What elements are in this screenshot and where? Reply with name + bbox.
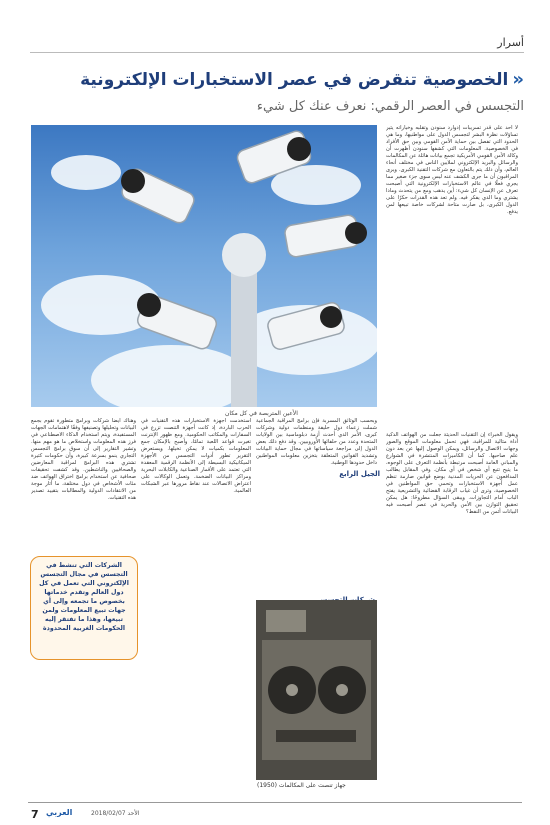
camera-cluster-graphic (31, 125, 377, 407)
body-column-right-top (386, 125, 518, 430)
body-column-middle (141, 418, 251, 796)
body-column-inner (256, 418, 377, 593)
cctv-cameras-photo (31, 125, 377, 407)
magazine-logo: العربي (46, 808, 73, 817)
section-label: أسرار (497, 36, 524, 49)
column-text: استخدمت أجهزة الاستخبارات هذه التقنيات في الحرب الباردة، إذ كانت أجهزة التنصت تزرع في السفارات والمكاتب الحكومية. ومع ظهور الإنترنت تغيرت قواعد اللعبة تمامًا، وأصبح بالإمكان جمع المعلومات بكميات لا يمكن تخيلها. ويستعرض التقرير تطور أدوات التجسس من الأجهزة الميكانيكية البسيطة إلى الأنظمة الرقمية المعقدة التي تعتمد على الأقمار الصناعية والكابلات البحرية ومراكز البيانات الضخمة. وتعمل الوكالات على اعتراض الاتصالات عند نقاط مرورها عبر الشبكات العالمية. (141, 418, 251, 494)
column-text: لا أحد على قدر تسريبات إدوارد سنودن وتقلبه وخياراته يثير تساؤلات نظرة البشر لتجسس الدول على مواطنيها، وما هي الحدود التي تفصل بين حماية الأمن القومي وبين حق الأفراد في الخصوصية. المعلومات التي كشفها سنودن أظهرت أن وكالة الأمن القومي الأمريكية تجمع بيانات هائلة عن المكالمات والرسائل والبريد الإلكتروني لملايين الناس في مختلف أنحاء العالم، وأن ذلك يتم بالتعاون مع شركات التقنية الكبرى. ويرى المراقبون أن ما جرى الكشف عنه ليس سوى جزء صغير مما يجري فعلًا في عالم الاستخبارات الإلكترونية التي أصبحت تعرف عن الإنسان كل شيء: أين يذهب ومع من يتحدث وماذا يشتري وما الذي يفكر فيه. ولم تعد هذه القدرات حكرًا على الدول الكبرى، بل صارت متاحة لشركات خاصة تبيعها لمن يدفع. (386, 125, 518, 215)
title-row (80, 70, 524, 90)
reel-recorder-graphic (256, 600, 377, 780)
subhead-fourth-generation: الجيل الرابع (339, 470, 380, 478)
pull-quote: الشركات التي تنشط في التجسس في مجال التجسس الإلكتروني التي تعمل في كل دول العالم وتقدم خدماتها بخصوص ما تجمعه وإلى أي جهات تبيع المعلومات ولمن تبيعها، وهذا ما تفتقر إليه الحكومات الغربية المحدودة (30, 556, 138, 660)
article-title: الخصوصية تنقرض في عصر الاستخبارات الإلكترونية (80, 70, 509, 90)
issue-date: الأحد 2018/02/07 (91, 810, 140, 817)
double-chevron-icon: « (512, 69, 524, 90)
photo-caption: جهاز تنصت على المكالمات (1950) (257, 782, 346, 789)
wiretap-device-photo (256, 600, 377, 780)
column-text: وهناك أيضا شركات وبرامج متطورة تقوم بجمع البيانات وتحليلها وتصنيفها وفقًا لاهتمامات الجهات المستفيدة، ويتم استخدام الذكاء الاصطناعي في فرز هذه المعلومات واستخلاص ما هو مهم منها. وتشير التقارير إلى أن سوق برامج التجسس التجاري ينمو بسرعة كبيرة، وأن حكومات كثيرة تشتري هذه البرامج لمراقبة المعارضين والصحافيين والناشطين. وقد كشفت تحقيقات صحافية عن استخدام برامج اختراق الهواتف ضد مئات الأشخاص في دول مختلفة، ما أثار موجة من الانتقادات الدولية والمطالبات بتقييد تصدير هذه التقنيات. (31, 418, 136, 501)
footer-divider (28, 802, 522, 803)
column-text: ويقول الخبراء إن التقنيات الحديثة جعلت من الهواتف الذكية أداة مثالية للمراقبة، فهي تحمل معلومات الموقع والصور وجهات الاتصال والرسائل، ويمكن الوصول إليها عن بعد دون علم صاحبها. كما أن الكاميرات المنتشرة في الشوارع والمباني العامة أصبحت مرتبطة بأنظمة التعرف على الوجوه، ما يتيح تتبع أي شخص في أي مكان. وفي المقابل يطالب المدافعون عن الحريات المدنية بوضع قوانين صارمة تنظم عمل أجهزة الاستخبارات وتحمي حق المواطنين في الخصوصية، وترى أن غياب الرقابة القضائية والتشريعية يفتح الباب أمام التجاوزات. ويبقى السؤال مطروحًا: هل يمكن تحقيق التوازن بين الأمن والحرية في عصر أصبحت فيه البيانات أثمن من النفط؟ (386, 432, 518, 515)
hero-caption: الأعين المتربصة في كل مكان (225, 410, 298, 417)
page-number: 7 (31, 808, 39, 821)
section-header (30, 36, 524, 53)
column-text: وبحسب الوثائق المسربة فإن برامج المراقبة الجماعية شملت زعماء دول حليفة ومنظمات دولية وشركات كبرى، الأمر الذي أحدث أزمة دبلوماسية بين الولايات المتحدة وعدد من حلفائها الأوروبيين. وقد دفع ذلك بعض الدول إلى مراجعة سياساتها في مجال حماية البيانات وتشديد القوانين المتعلقة بتخزين معلومات المواطنين داخل حدودها الوطنية. (256, 418, 377, 466)
body-column-right-bottom (386, 432, 518, 802)
article-subtitle: التجسس في العصر الرقمي: نعرف عنك كل شيء (256, 99, 524, 114)
